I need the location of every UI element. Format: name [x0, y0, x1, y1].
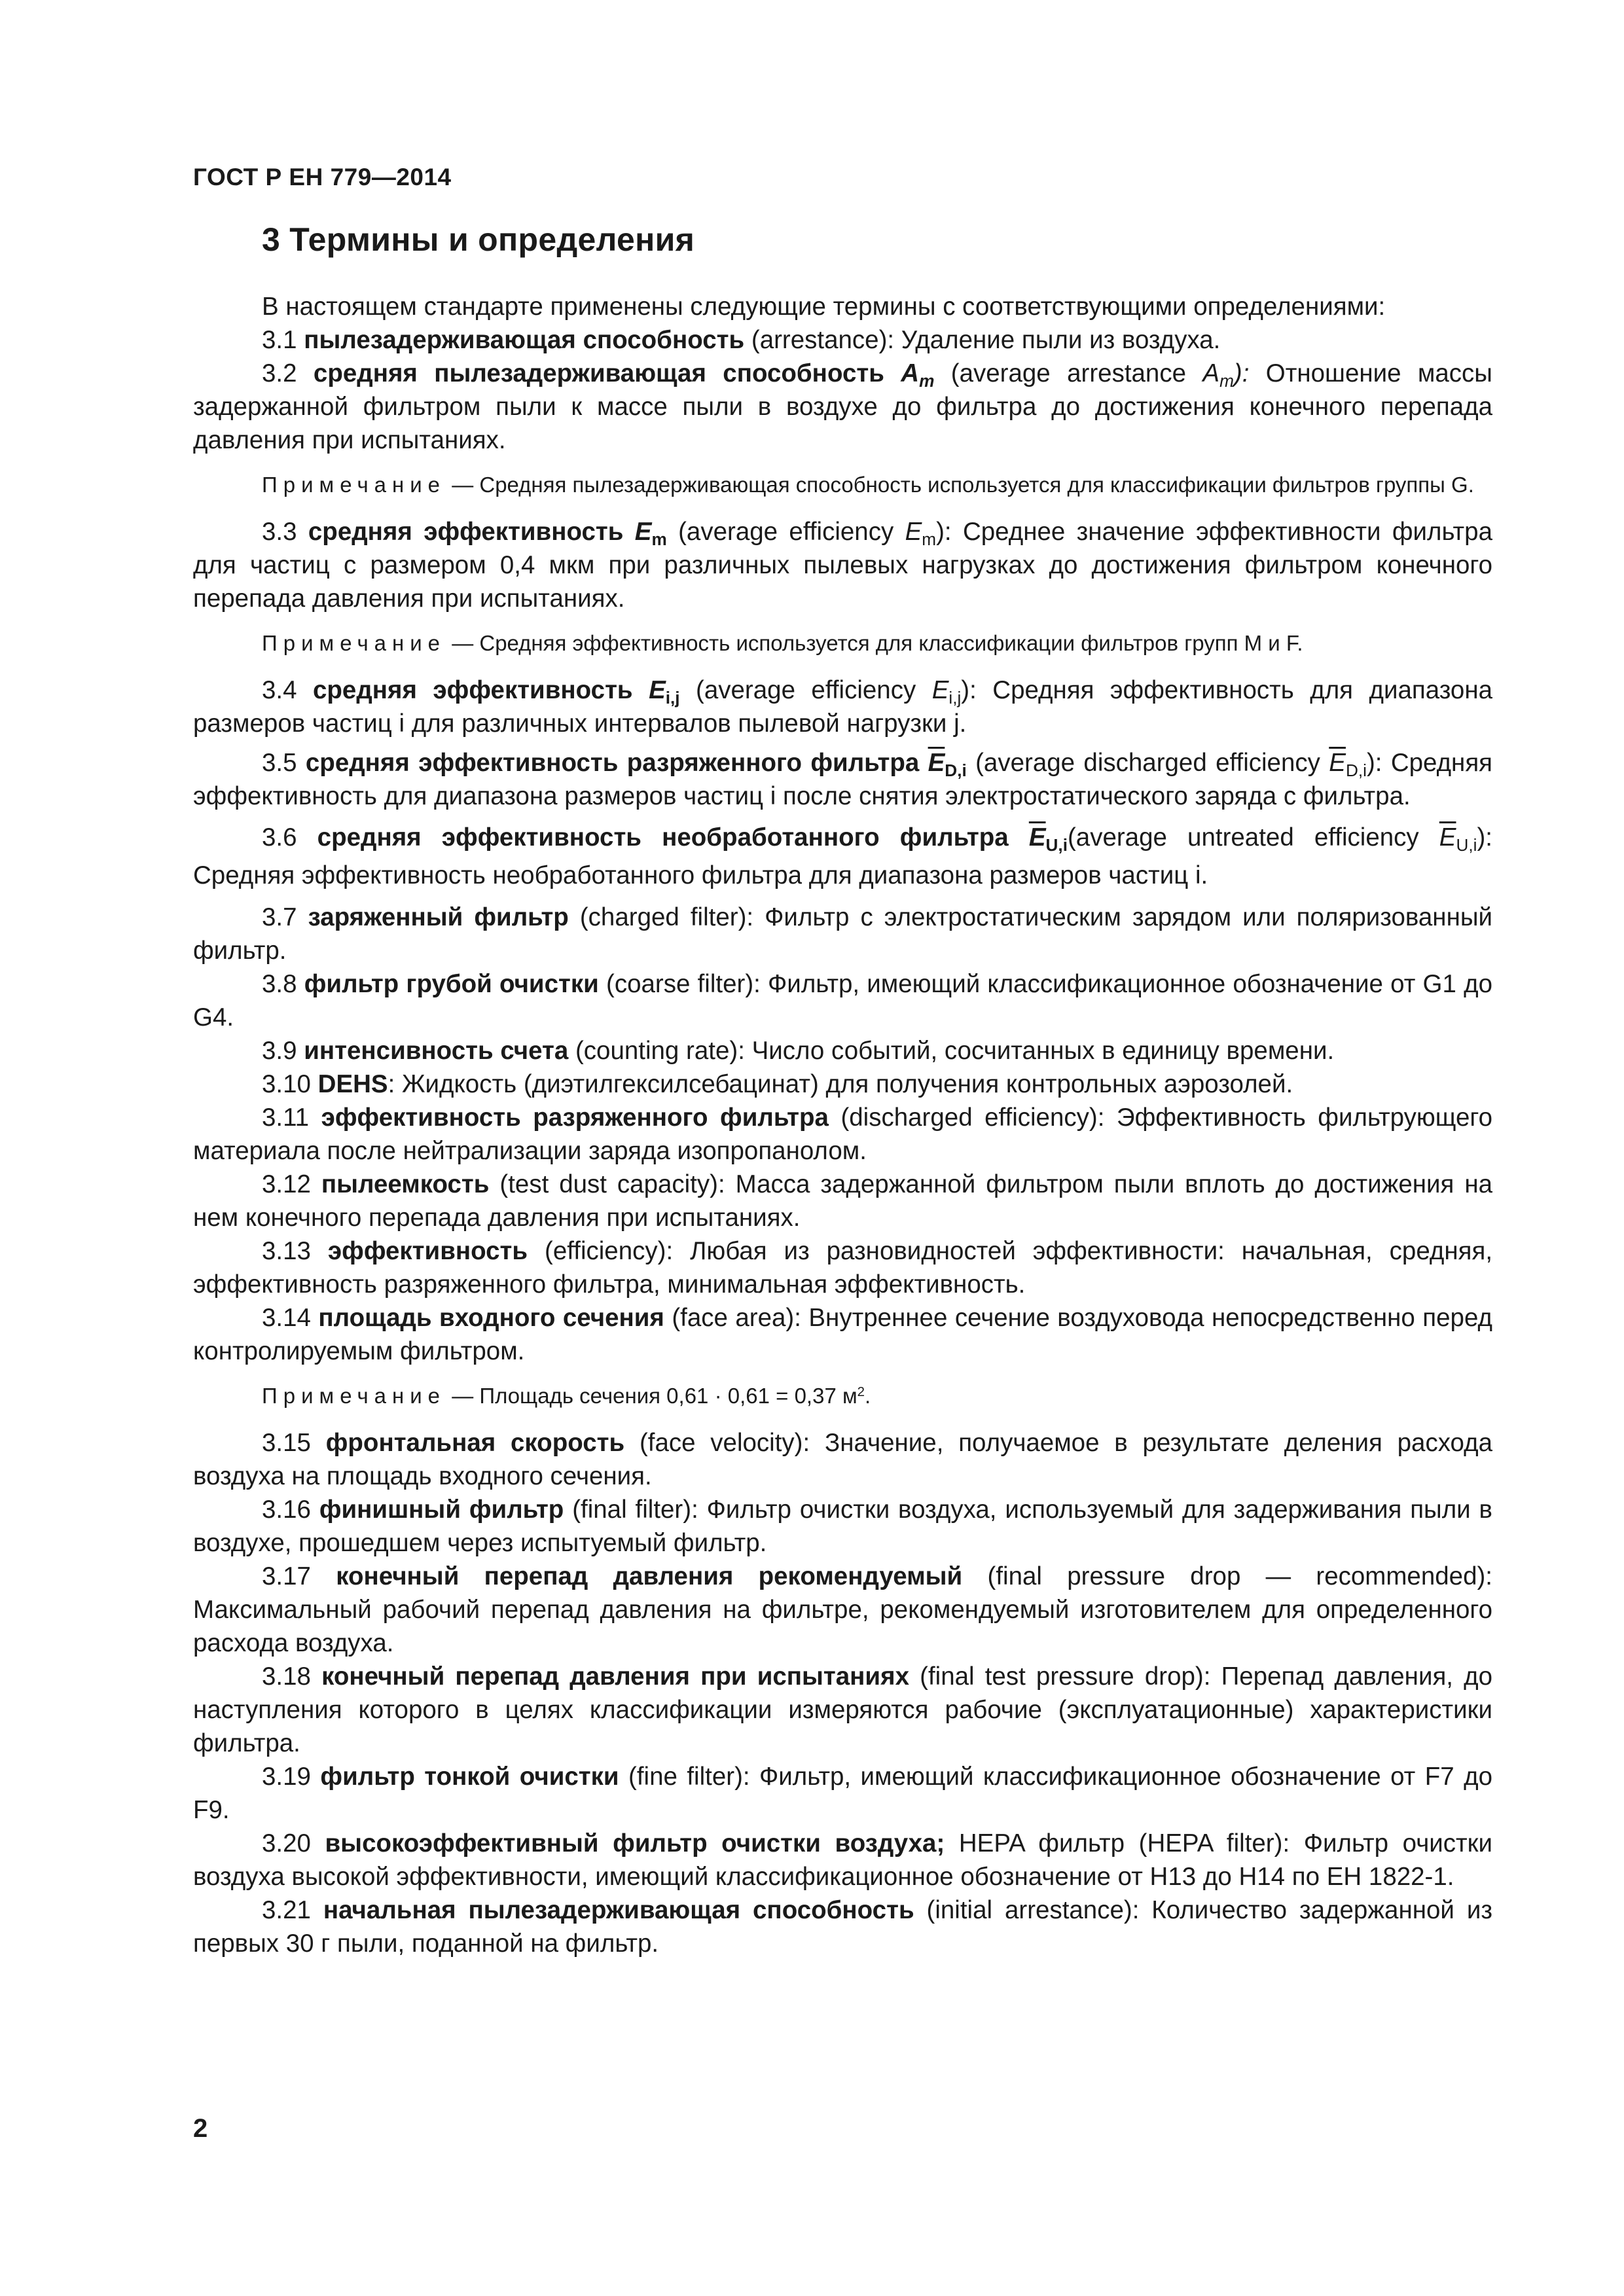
- def-number: 3.5: [262, 749, 297, 777]
- symbol-subscript: U,i: [1045, 834, 1068, 855]
- def-text: HEPA фильтр (HEPA filter): Фильтр очистки воздуха высокой эффективности, имеющий классификационное обозначение от H13 до H14 по ЕН 1822-1.: [193, 1829, 1492, 1891]
- def-text: (face area): Внутреннее сечение воздуховода непосредственно перед контролируемым фильтром.: [193, 1304, 1492, 1365]
- def-text: (charged filter): Фильтр с электростатическим зарядом или поляризованный фильтр.: [193, 903, 1493, 965]
- document-header: ГОСТ Р ЕН 779—2014: [193, 164, 452, 190]
- def-term: средняя эффективность: [312, 676, 633, 704]
- document-body: [193, 290, 1492, 1960]
- symbol-subscript: i,j: [665, 687, 680, 708]
- def-term: конечный перепад давления рекомендуемый: [336, 1562, 963, 1590]
- symbol-letter: $\overline{E}$: [1329, 749, 1346, 777]
- definition-3-3: [193, 515, 1492, 615]
- def-text: (arrestance): Удаление пыли из воздуха.: [751, 326, 1221, 354]
- def-number: 3.15: [262, 1429, 311, 1457]
- paren-colon: ):: [1366, 749, 1382, 777]
- definition-3-7: [193, 901, 1492, 967]
- def-text: (final filter): Фильтр очистки воздуха, используемый для задерживания пыли в воздухе, прошедшем через испытуемый фильтр.: [193, 1496, 1492, 1557]
- definition-3-13: [193, 1234, 1492, 1301]
- symbol-subscript: D,i: [945, 760, 967, 780]
- def-term: площадь входного сечения: [318, 1304, 664, 1332]
- symbol-letter: E: [905, 518, 922, 546]
- definition-3-18: [193, 1660, 1492, 1760]
- def-term: высокоэффективный фильтр очистки воздуха;: [325, 1829, 945, 1857]
- def-text: (fine filter): Фильтр, имеющий классификационное обозначение от F7 до F9.: [193, 1763, 1492, 1824]
- note-1: [193, 470, 1492, 500]
- def-term: фронтальная скорость: [325, 1429, 625, 1457]
- def-term: пылеемкость: [321, 1170, 490, 1198]
- symbol-subscript: D,i: [1345, 760, 1367, 780]
- def-term: эффективность разряженного фильтра: [321, 1103, 829, 1132]
- definition-3-11: [193, 1101, 1492, 1168]
- def-text: Среднее значение эффективности фильтра для частиц с размером 0,4 мкм при различных пылевых нагрузках до достижения фильтром конечного перепада давления при испытаниях.: [193, 518, 1492, 613]
- paren-colon: ):: [1233, 359, 1250, 387]
- definition-3-14: [193, 1301, 1492, 1368]
- def-term: финишный фильтр: [319, 1496, 564, 1524]
- def-text: : Жидкость (диэтилгексилсебацинат) для получения контрольных аэрозолей.: [388, 1070, 1293, 1098]
- definition-3-20: [193, 1827, 1492, 1893]
- def-number: 3.8: [262, 970, 297, 998]
- def-number: 3.12: [262, 1170, 311, 1198]
- symbol-letter: A: [901, 359, 920, 387]
- note-superscript: 2: [857, 1384, 865, 1399]
- def-number: 3.17: [262, 1562, 311, 1590]
- note-label: Примечание: [262, 1384, 446, 1408]
- page-number: 2: [193, 2114, 208, 2143]
- definition-3-2: [193, 357, 1492, 457]
- paren-colon: ):: [1477, 823, 1493, 852]
- definition-3-10: [193, 1067, 1492, 1101]
- symbol-letter: E: [649, 676, 666, 704]
- def-term: начальная пылезадерживающая способность: [323, 1896, 914, 1924]
- definition-3-16: [193, 1493, 1492, 1560]
- def-text: (final pressure drop — recommended): Максимальный рабочий перепад давления на фильтре, рекомендуемый изготовителем для определенного расхода воздуха.: [193, 1562, 1493, 1657]
- definition-3-1: [193, 323, 1492, 357]
- symbol-subscript: i,j: [948, 687, 962, 708]
- note-label: Примечание: [262, 473, 446, 497]
- def-text: (coarse filter): Фильтр, имеющий классификационное обозначение от G1 до G4.: [193, 970, 1492, 1031]
- symbol-subscript: m: [651, 529, 667, 549]
- def-term: интенсивность счета: [304, 1037, 569, 1065]
- note-text: — Средняя эффективность используется для классификации фильтров групп M и F.: [452, 631, 1303, 655]
- symbol-letter: $\overline{E}$: [928, 749, 945, 777]
- def-number: 3.21: [262, 1896, 311, 1924]
- def-english: (average arrestance: [950, 359, 1186, 387]
- def-term: средняя пылезадерживающая способность: [313, 359, 884, 387]
- def-english: (average discharged efficiency: [975, 749, 1320, 777]
- def-text: Отношение массы задержанной фильтром пыли к массе пыли в воздухе до фильтра до достижения конечного перепада давления при испытаниях.: [193, 359, 1492, 454]
- note-end: .: [865, 1384, 871, 1408]
- def-number: 3.16: [262, 1496, 311, 1524]
- def-number: 3.4: [262, 676, 297, 704]
- def-term: эффективность: [327, 1237, 528, 1265]
- definition-3-19: [193, 1760, 1492, 1827]
- note-label: Примечание: [262, 631, 446, 655]
- def-number: 3.19: [262, 1763, 311, 1791]
- symbol-letter: $\overline{E}$: [1028, 823, 1046, 852]
- definition-3-6: [193, 819, 1492, 895]
- paren-colon: ):: [961, 676, 977, 704]
- definition-3-8: [193, 967, 1492, 1034]
- def-term: фильтр грубой очистки: [304, 970, 599, 998]
- note-3: [193, 1381, 1492, 1411]
- def-term: средняя эффективность: [308, 518, 624, 546]
- def-term: пылезадерживающая способность: [304, 326, 745, 354]
- symbol-subscript: U,i: [1456, 834, 1477, 855]
- symbol-letter: E: [634, 518, 652, 546]
- def-number: 3.9: [262, 1037, 297, 1065]
- def-number: 3.11: [262, 1103, 310, 1132]
- def-text: Средняя эффективность для диапазона размеров частиц i для различных интервалов пылевой нагрузки j.: [193, 676, 1492, 738]
- definition-3-9: [193, 1034, 1492, 1067]
- def-text: (discharged efficiency): Эффективность фильтрующего материала после нейтрализации заряда изопропанолом.: [193, 1103, 1493, 1165]
- note-2: [193, 628, 1492, 658]
- def-number: 3.18: [262, 1662, 311, 1691]
- def-term: фильтр тонкой очистки: [320, 1763, 619, 1791]
- def-text: (face velocity): Значение, получаемое в результате деления расхода воздуха на площадь входного сечения.: [193, 1429, 1492, 1490]
- def-number: 3.10: [262, 1070, 311, 1098]
- symbol-subscript: m: [922, 529, 937, 549]
- intro-paragraph: В настоящем стандарте применены следующие термины с соответствующими определениями:: [262, 293, 1386, 321]
- definition-3-15: [193, 1426, 1492, 1493]
- def-number: 3.13: [262, 1237, 311, 1265]
- def-number: 3.1: [262, 326, 297, 354]
- def-text: (test dust capacity): Масса задержанной фильтром пыли вплоть до достижения на нем конечного перепада давления при испытаниях.: [193, 1170, 1493, 1232]
- def-number: 3.7: [262, 903, 297, 931]
- def-number: 3.6: [262, 823, 297, 852]
- definition-3-4: [193, 673, 1492, 740]
- definition-3-5: [193, 746, 1492, 813]
- symbol-letter: A: [1202, 359, 1220, 387]
- symbol-subscript: m: [1219, 370, 1234, 391]
- def-number: 3.14: [262, 1304, 311, 1332]
- symbol-letter: $\overline{E}$: [1439, 823, 1456, 852]
- definition-3-17: [193, 1560, 1492, 1660]
- def-term: средняя эффективность необработанного фильтра: [317, 823, 1009, 852]
- def-term: DEHS: [317, 1070, 388, 1098]
- def-english: (average untreated efficiency: [1067, 823, 1419, 852]
- symbol-subscript: m: [919, 370, 935, 391]
- def-english: (average efficiency: [696, 676, 916, 704]
- def-text: (initial arrestance): Количество задержанной из первых 30 г пыли, поданной на фильтр.: [193, 1896, 1492, 1958]
- paren-colon: ):: [936, 518, 952, 546]
- definition-3-21: [193, 1893, 1492, 1960]
- def-text: (final test pressure drop): Перепад давления, до наступления которого в целях классификации измеряются рабочие (эксплуатационные) характеристики фильтра.: [193, 1662, 1493, 1757]
- note-text: — Средняя пылезадерживающая способность используется для классификации фильтров группы G.: [452, 473, 1474, 497]
- def-term: конечный перепад давления при испытаниях: [321, 1662, 909, 1691]
- section-title: 3 Термины и определения: [262, 221, 695, 258]
- def-number: 3.2: [262, 359, 297, 387]
- def-term: заряженный фильтр: [308, 903, 569, 931]
- def-english: (average efficiency: [678, 518, 894, 546]
- def-term: средняя эффективность разряженного фильтра: [305, 749, 920, 777]
- def-text: Средняя эффективность необработанного фильтра для диапазона размеров частиц i.: [193, 861, 1208, 889]
- def-text: (efficiency): Любая из разновидностей эффективности: начальная, средняя, эффективность разряженного фильтра, минимальная эффективность.: [193, 1237, 1493, 1299]
- def-text: Средняя эффективность для диапазона размеров частиц i после снятия электростатического заряда с фильтра.: [193, 749, 1493, 810]
- def-text: (counting rate): Число событий, сосчитанных в единицу времени.: [575, 1037, 1335, 1065]
- note-text: — Площадь сечения 0,61 · 0,61 = 0,37 м: [452, 1384, 857, 1408]
- definition-3-12: [193, 1168, 1492, 1234]
- def-number: 3.20: [262, 1829, 311, 1857]
- def-number: 3.3: [262, 518, 297, 546]
- symbol-letter: E: [931, 676, 949, 704]
